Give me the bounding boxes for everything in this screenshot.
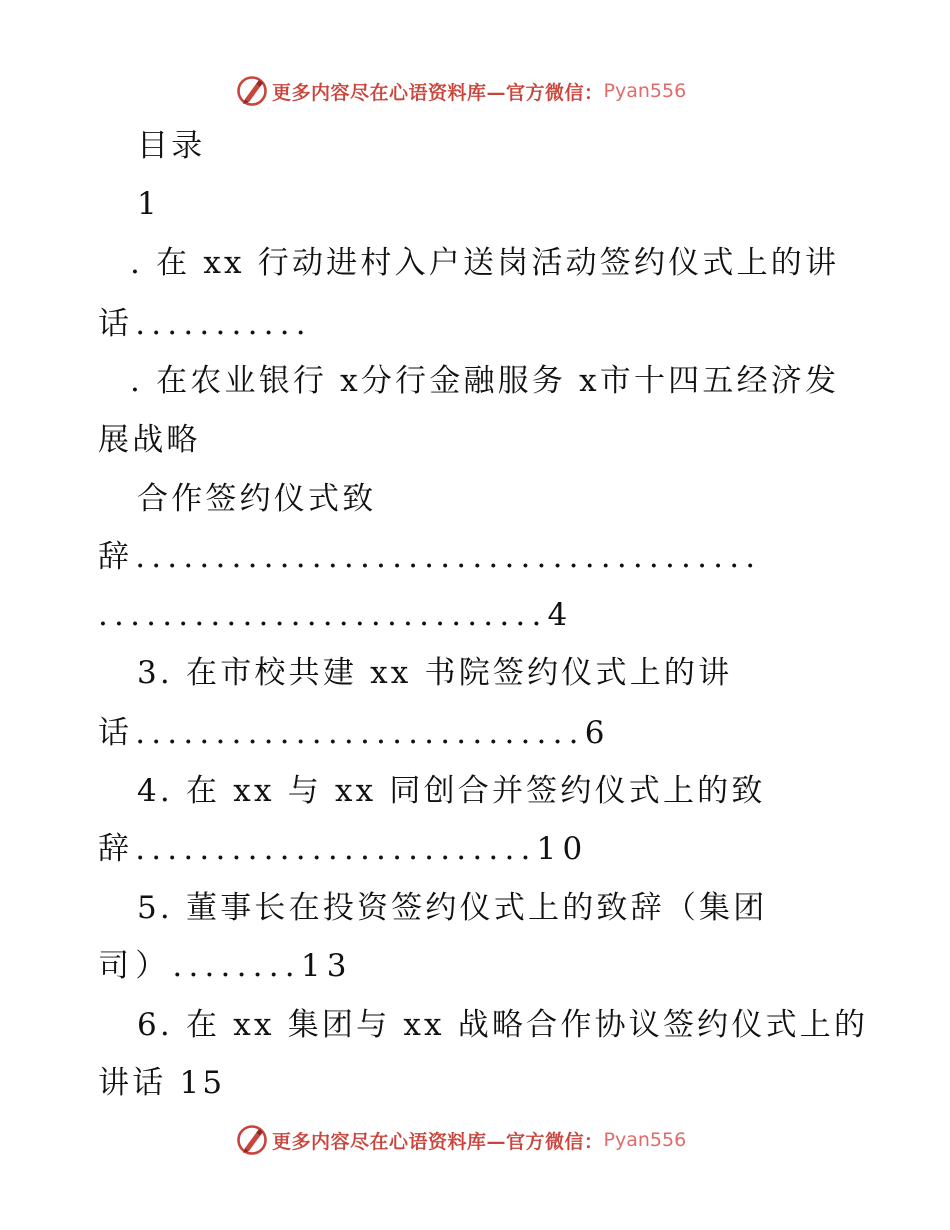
toc-line: 4. 在 xx 与 xx 同创合并签约仪式上的致 (137, 773, 766, 809)
toc-title: 目录 (137, 128, 206, 164)
watermark-text: 更多内容尽在心语资料库—官方微信： (272, 81, 604, 104)
watermark-text: 更多内容尽在心语资料库—官方微信： (272, 1130, 604, 1153)
pen-logo-icon (236, 1124, 268, 1156)
toc-line: 5. 董事长在投资签约仪式上的致辞（集团 (137, 890, 768, 926)
toc-line: 展战略 (98, 422, 201, 458)
toc-line: 合作签约仪式致 (137, 481, 377, 517)
watermark-wechat-id: Pyan556 (603, 1129, 687, 1151)
watermark-wechat-id: Pyan556 (603, 80, 687, 102)
toc-line: 1 (137, 186, 160, 222)
toc-line: 辞....................................... (98, 539, 762, 575)
toc-line: 6. 在 xx 集团与 xx 战略合作协议签约仪式上的 (137, 1007, 869, 1043)
toc-line: . 在 xx 行动进村入户送岗活动签约仪式上的讲 (130, 245, 840, 281)
watermark-footer (236, 1123, 686, 1157)
toc-line: 辞.........................10 (98, 831, 589, 867)
watermark-header (236, 74, 686, 108)
toc-line: 司）........13 (98, 948, 353, 984)
toc-line: 3. 在市校共建 xx 书院签约仪式上的讲 (137, 655, 733, 691)
toc-line: 讲话 15 (98, 1065, 226, 1101)
toc-line: 话............................6 (98, 715, 611, 751)
toc-line: . 在农业银行 x分行金融服务 x市十四五经济发 (130, 363, 840, 399)
toc-line: 话........... (98, 306, 312, 342)
pen-logo-icon (236, 75, 268, 107)
toc-line: ............................4 (98, 597, 574, 633)
